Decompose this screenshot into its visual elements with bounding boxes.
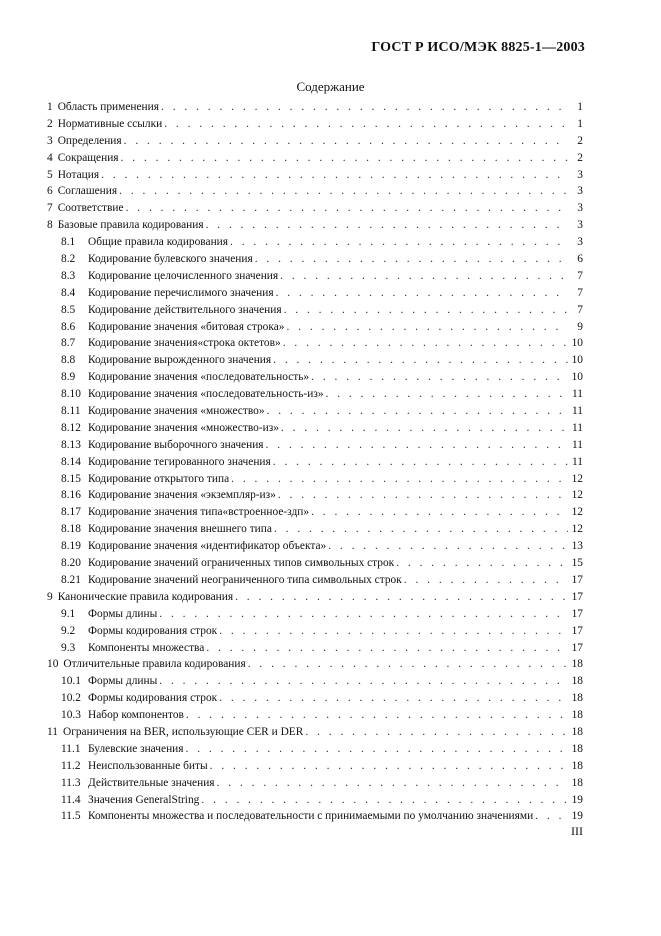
toc-dot-leader xyxy=(201,792,568,809)
toc-dot-leader xyxy=(126,200,568,217)
page-number: III xyxy=(571,824,583,838)
toc-entry-title: Кодирование вырожденного значения xyxy=(88,354,272,367)
toc-entry-page: 19 xyxy=(571,793,583,806)
toc-entry-title: Кодирование значения внешнего типа xyxy=(88,523,272,536)
toc-entry[interactable] xyxy=(47,623,583,640)
toc-entry-title: Кодирование действительного значения xyxy=(88,303,282,316)
toc-entry-page: 3 xyxy=(577,185,583,198)
toc-entry-title: Кодирование перечислимого значения xyxy=(88,286,274,299)
toc-entry[interactable] xyxy=(47,792,583,809)
toc-entry[interactable] xyxy=(47,99,583,116)
toc-dot-leader xyxy=(535,808,568,825)
toc-entry-number: 8.6 xyxy=(61,320,76,333)
toc-entry[interactable] xyxy=(47,217,583,234)
toc-entry-number: 5 xyxy=(47,168,53,181)
toc-entry[interactable] xyxy=(47,758,583,775)
toc-entry[interactable] xyxy=(47,707,583,724)
toc-entry[interactable] xyxy=(47,487,583,504)
toc-entry-number: 6 xyxy=(47,185,53,198)
toc-dot-leader xyxy=(255,251,568,268)
toc-entry-title: Область применения xyxy=(57,101,159,113)
toc-entry-page: 12 xyxy=(571,472,583,485)
toc-entry-title: Кодирование выборочного значения xyxy=(88,438,264,451)
toc-dot-leader xyxy=(280,268,568,285)
toc-entry-page: 10 xyxy=(571,354,583,367)
toc-entry-title: Компоненты множества и последовательности с принимаемыми по умолчанию значениями xyxy=(88,810,534,823)
toc-entry[interactable] xyxy=(47,437,583,454)
toc-entry-title: Формы длины xyxy=(88,675,158,688)
toc-entry[interactable] xyxy=(47,471,583,488)
toc-entry-page: 3 xyxy=(577,168,583,181)
toc-entry-title: Действительные значения xyxy=(88,776,215,789)
toc-dot-leader xyxy=(274,521,568,538)
toc-entry[interactable] xyxy=(47,673,583,690)
toc-entry-title: Кодирование значения «экземпляр-из» xyxy=(88,489,276,502)
toc-entry-number: 8.5 xyxy=(61,303,76,316)
toc-entry-title: Кодирование тегированного значения xyxy=(88,455,271,468)
toc-dot-leader xyxy=(161,99,568,116)
toc-entry-page: 19 xyxy=(571,810,583,823)
toc-dot-leader xyxy=(305,724,568,741)
toc-entry[interactable] xyxy=(47,775,583,792)
toc-entry-page: 12 xyxy=(571,506,583,519)
toc-entry[interactable] xyxy=(47,808,583,825)
toc-entry-number: 8.19 xyxy=(61,540,81,553)
toc-entry-page: 18 xyxy=(571,675,583,688)
toc-entry[interactable] xyxy=(47,589,583,606)
toc-dot-leader xyxy=(101,167,568,184)
toc-entry-number: 11.4 xyxy=(61,793,81,806)
toc-entry[interactable] xyxy=(47,268,583,285)
toc-entry-page: 18 xyxy=(571,759,583,772)
toc-dot-leader xyxy=(219,623,568,640)
toc-entry-title: Определения xyxy=(57,134,122,147)
toc-entry-page: 1 xyxy=(577,117,583,130)
toc-entry-number: 3 xyxy=(47,134,53,147)
toc-entry-title: Неиспользованные биты xyxy=(88,759,208,772)
toc-entry[interactable] xyxy=(47,420,583,437)
toc-dot-leader xyxy=(186,741,568,758)
toc-dot-leader xyxy=(311,369,568,386)
toc-entry[interactable] xyxy=(47,234,583,251)
toc-entry-title: Кодирование значения типа«встроенное-здп» xyxy=(88,506,310,519)
toc-entry[interactable] xyxy=(47,352,583,369)
toc-entry[interactable] xyxy=(47,572,583,589)
toc-entry-number: 9 xyxy=(47,590,53,603)
toc-entry[interactable] xyxy=(47,150,583,167)
toc-entry-number: 11.2 xyxy=(61,759,81,772)
toc-entry-number: 2 xyxy=(47,117,53,130)
toc-entry-page: 6 xyxy=(577,253,583,266)
toc-entry-number: 9.2 xyxy=(61,624,76,637)
toc-entry-title: Кодирование значений неограниченного типа символьных строк xyxy=(88,573,402,586)
toc-entry[interactable] xyxy=(47,606,583,623)
toc-entry-number: 8.4 xyxy=(61,286,76,299)
toc-entry[interactable] xyxy=(47,200,583,217)
toc-dot-leader xyxy=(284,302,568,319)
toc-entry[interactable] xyxy=(47,555,583,572)
toc-entry[interactable] xyxy=(47,133,583,150)
toc-entry[interactable] xyxy=(47,116,583,133)
toc-entry-title: Соглашения xyxy=(57,185,118,198)
toc-entry[interactable] xyxy=(47,386,583,403)
toc-entry-number: 8.14 xyxy=(61,455,81,468)
toc-entry-page: 3 xyxy=(577,202,583,215)
toc-dot-leader xyxy=(266,437,568,454)
toc-dot-leader xyxy=(206,640,568,657)
toc-entry[interactable] xyxy=(47,251,583,268)
toc-entry-title: Кодирование значения «последовательность» xyxy=(88,371,310,384)
toc-entry-number: 8.2 xyxy=(61,253,76,266)
toc-dot-leader xyxy=(283,335,568,352)
toc-entry-page: 11 xyxy=(572,388,583,401)
toc-entry-number: 8.10 xyxy=(61,388,81,401)
toc-dot-leader xyxy=(404,572,568,589)
toc-entry-number: 8.9 xyxy=(61,371,76,384)
toc-entry-title: Базовые правила кодирования xyxy=(57,219,204,232)
toc-entry-page: 3 xyxy=(577,219,583,232)
toc-dot-leader xyxy=(248,656,568,673)
toc-entry-number: 4 xyxy=(47,151,53,164)
toc-dot-leader xyxy=(159,606,568,623)
toc-entry-number: 11.1 xyxy=(61,742,81,755)
toc-entry-page: 2 xyxy=(577,134,583,147)
toc-entry[interactable] xyxy=(47,403,583,420)
toc-entry-number: 10.3 xyxy=(61,709,81,722)
toc-entry[interactable] xyxy=(47,285,583,302)
toc-entry-title: Канонические правила кодирования xyxy=(57,590,234,603)
toc-entry-number: 8.3 xyxy=(61,269,76,282)
toc-entry-page: 13 xyxy=(571,540,583,553)
toc-entry-number: 11.5 xyxy=(61,810,81,823)
toc-entry-title: Булевские значения xyxy=(88,742,184,755)
toc-entry-page: 12 xyxy=(571,489,583,502)
toc-entry-title: Формы кодирования строк xyxy=(88,692,218,705)
toc-entry-number: 8.18 xyxy=(61,523,81,536)
toc-dot-leader xyxy=(217,775,568,792)
toc-entry-page: 18 xyxy=(571,709,583,722)
toc-entry-title: Соответствие xyxy=(57,202,124,215)
toc-entry-page: 17 xyxy=(571,607,583,620)
page-title: Содержание xyxy=(296,79,365,94)
toc-entry-title: Формы длины xyxy=(88,607,158,620)
toc-dot-leader xyxy=(235,589,568,606)
toc-entry-page: 17 xyxy=(571,590,583,603)
toc-entry-page: 11 xyxy=(572,438,583,451)
toc-entry[interactable] xyxy=(47,504,583,521)
toc-entry-title: Нормативные ссылки xyxy=(57,117,163,130)
toc-dot-leader xyxy=(328,538,568,555)
toc-dot-leader xyxy=(121,150,568,167)
toc-entry[interactable] xyxy=(47,369,583,386)
toc-entry-title: Отличительные правила кодирования xyxy=(63,658,246,671)
toc-dot-leader xyxy=(159,673,568,690)
toc-entry-page: 17 xyxy=(571,624,583,637)
toc-entry-number: 9.3 xyxy=(61,641,76,654)
toc-entry-title: Кодирование значения «множество» xyxy=(88,405,265,418)
toc-dot-leader xyxy=(124,133,568,150)
toc-dot-leader xyxy=(273,352,568,369)
toc-entry-number: 9.1 xyxy=(61,607,76,620)
toc-entry-title: Кодирование значения «идентификатор объекта» xyxy=(88,540,327,553)
toc-entry-page: 7 xyxy=(577,303,583,316)
toc-entry-title: Кодирование целочисленного значения xyxy=(88,269,279,282)
toc-entry-title: Кодирование открытого типа xyxy=(88,472,230,485)
toc-entry-title: Сокращения xyxy=(57,151,119,164)
toc-dot-leader xyxy=(186,707,568,724)
toc-entry[interactable] xyxy=(47,640,583,657)
toc-entry-page: 11 xyxy=(572,455,583,468)
toc-entry-number: 8.8 xyxy=(61,354,76,367)
toc-entry-title: Кодирование булевского значения xyxy=(88,253,253,266)
toc-entry-number: 8.17 xyxy=(61,506,81,519)
toc-entry-title: Значения GeneralString xyxy=(88,793,200,806)
toc-dot-leader xyxy=(119,183,568,200)
toc-entry-number: 8.20 xyxy=(61,557,81,570)
toc-entry-page: 7 xyxy=(577,269,583,282)
toc-entry-number: 8.7 xyxy=(61,337,76,350)
toc-entry-page: 18 xyxy=(571,776,583,789)
toc-entry-title: Ограничения на BER, использующие CER и DER xyxy=(62,725,304,738)
toc-entry-title: Кодирование значения «последовательность-из» xyxy=(88,388,324,401)
toc-entry[interactable] xyxy=(47,656,583,673)
toc-entry-number: 8.21 xyxy=(61,573,81,586)
toc-dot-leader xyxy=(273,454,568,471)
toc-entry-title: Кодирование значений ограниченных типов символьных строк xyxy=(88,557,395,570)
toc-entry-page: 3 xyxy=(577,236,583,249)
toc-dot-leader xyxy=(276,285,568,302)
toc-entry-page: 18 xyxy=(571,658,583,671)
toc-entry-number: 8.11 xyxy=(61,405,81,418)
toc-dot-leader xyxy=(278,487,568,504)
toc-entry-page: 1 xyxy=(577,101,583,113)
toc-entry-number: 10 xyxy=(47,658,59,671)
toc-entry-page: 17 xyxy=(571,641,583,654)
toc-entry-title: Компоненты множества xyxy=(88,641,205,654)
toc-dot-leader xyxy=(267,403,568,420)
toc-entry-title: Формы кодирования строк xyxy=(88,624,218,637)
toc-entry-title: Кодирование значения«строка октетов» xyxy=(88,337,281,350)
toc-entry-page: 11 xyxy=(572,405,583,418)
table-of-contents xyxy=(47,99,583,825)
toc-entry-page: 10 xyxy=(571,337,583,350)
toc-entry[interactable] xyxy=(47,538,583,555)
toc-entry-number: 8.12 xyxy=(61,421,81,434)
toc-entry-number: 11.3 xyxy=(61,776,81,789)
toc-dot-leader xyxy=(231,471,568,488)
toc-entry-page: 11 xyxy=(572,421,583,434)
toc-dot-leader xyxy=(210,758,568,775)
toc-entry-number: 11 xyxy=(47,725,58,738)
toc-entry-title: Набор компонентов xyxy=(88,709,184,722)
toc-entry[interactable] xyxy=(47,167,583,184)
standard-code-header: ГОСТ Р ИСО/МЭК 8825-1—2003 xyxy=(371,40,585,55)
toc-entry-number: 8 xyxy=(47,219,53,232)
toc-entry-page: 12 xyxy=(571,523,583,536)
toc-dot-leader xyxy=(326,386,568,403)
toc-entry-number: 8.15 xyxy=(61,472,81,485)
toc-entry-number: 10.1 xyxy=(61,675,81,688)
toc-dot-leader xyxy=(230,234,568,251)
toc-entry-page: 18 xyxy=(571,692,583,705)
toc-entry-page: 7 xyxy=(577,286,583,299)
toc-dot-leader xyxy=(311,504,568,521)
toc-entry-title: Кодирование значения «множество-из» xyxy=(88,421,279,434)
toc-entry-page: 10 xyxy=(571,371,583,384)
toc-entry[interactable] xyxy=(47,521,583,538)
toc-entry-page: 15 xyxy=(571,557,583,570)
toc-entry-number: 8.16 xyxy=(61,489,81,502)
toc-entry[interactable] xyxy=(47,690,583,707)
toc-entry-number: 1 xyxy=(47,101,53,113)
toc-entry-page: 18 xyxy=(571,742,583,755)
toc-dot-leader xyxy=(206,217,568,234)
toc-entry-page: 2 xyxy=(577,151,583,164)
toc-entry[interactable] xyxy=(47,454,583,471)
toc-entry[interactable] xyxy=(47,335,583,352)
toc-entry-title: Общие правила кодирования xyxy=(88,236,229,249)
toc-entry-title: Нотация xyxy=(57,168,100,181)
toc-entry[interactable] xyxy=(47,319,583,336)
toc-entry[interactable] xyxy=(47,724,583,741)
toc-entry-number: 8.13 xyxy=(61,438,81,451)
toc-entry[interactable] xyxy=(47,183,583,200)
toc-dot-leader xyxy=(219,690,568,707)
toc-dot-leader xyxy=(164,116,568,133)
toc-entry-number: 8.1 xyxy=(61,236,76,249)
toc-dot-leader xyxy=(281,420,568,437)
toc-entry-page: 9 xyxy=(577,320,583,333)
toc-dot-leader xyxy=(396,555,568,572)
toc-entry[interactable] xyxy=(47,302,583,319)
toc-entry-page: 17 xyxy=(571,573,583,586)
toc-dot-leader xyxy=(286,319,568,336)
toc-entry-title: Кодирование значения «битовая строка» xyxy=(88,320,285,333)
toc-entry-number: 7 xyxy=(47,202,53,215)
toc-entry-page: 18 xyxy=(571,725,583,738)
toc-entry-number: 10.2 xyxy=(61,692,81,705)
toc-entry[interactable] xyxy=(47,741,583,758)
